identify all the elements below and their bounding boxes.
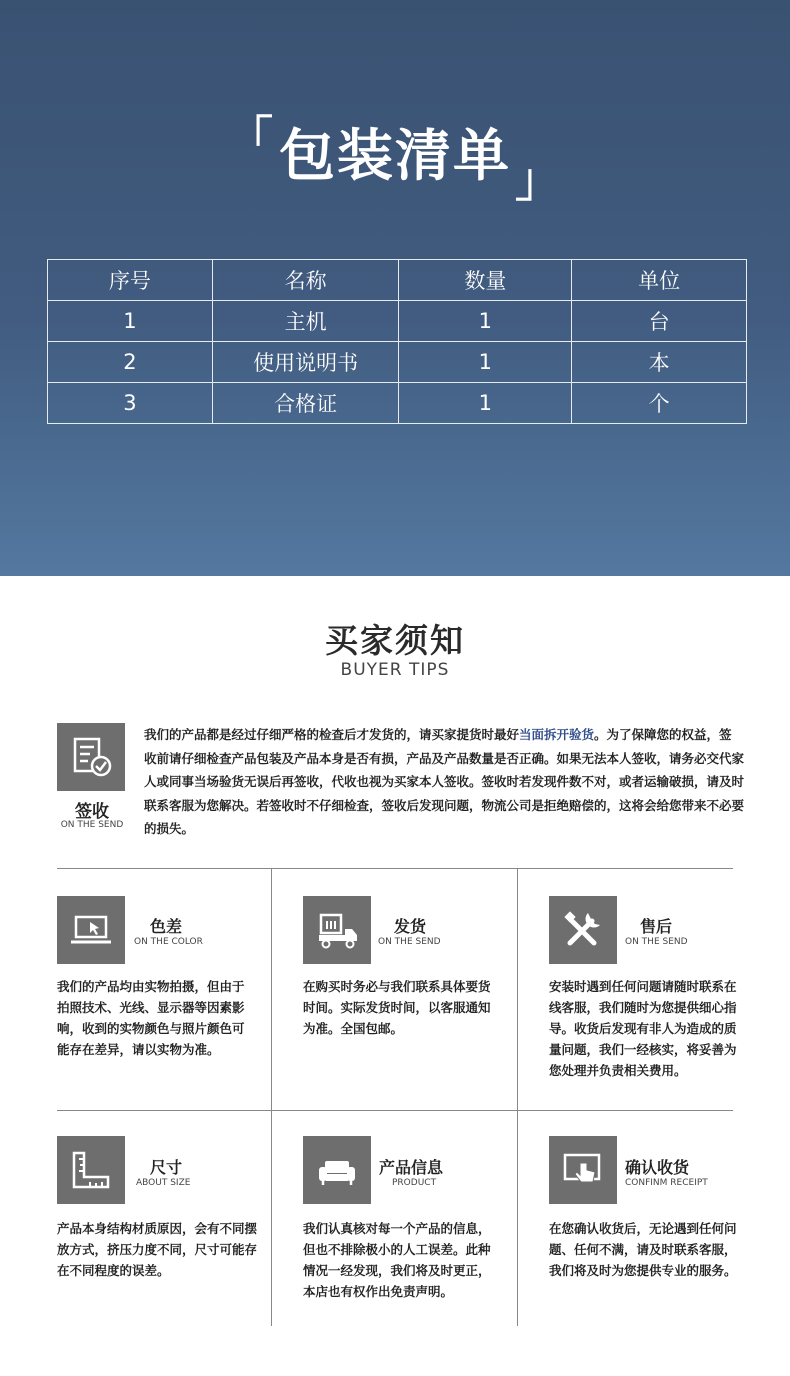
- table-cell: 主机: [212, 301, 399, 342]
- buyer-tips-title: 买家须知: [325, 621, 465, 660]
- packing-list-section: [0, 0, 790, 576]
- packing-list-title-text: 包装清单: [279, 124, 511, 189]
- table-cell: 1: [48, 301, 213, 342]
- table-cell: 台: [572, 301, 747, 342]
- tools-icon: [549, 896, 617, 964]
- table-cell: 个: [572, 383, 747, 424]
- cell-text-after-sales: 安装时遇到任何问题请随时联系在线客服，我们随时为您提供细心指导。收货后发现有非人为造成的质量问题，我们一经核实，将妥善为您处理并负责相关费用。: [549, 979, 737, 1078]
- laptop-icon: [57, 896, 125, 964]
- cell-title-product-info: 产品信息: [379, 1158, 444, 1177]
- touch-screen-icon: [549, 1136, 617, 1204]
- cell-text-confirm-receipt: 在您确认收货后，无论遇到任何问题、任何不满，请及时联系客服，我们将及时为您提供专业的服务。: [549, 1221, 737, 1278]
- table-row: [48, 301, 747, 342]
- cell-title-confirm-receipt: 确认收货: [625, 1158, 690, 1177]
- header-cell-unit: 单位: [572, 260, 747, 301]
- cell-text-product-info: 我们认真核对每一个产品的信息，但也不排除极小的人工误差。此种情况一经发现，我们将及时更正，本店也有权作出免责声明。: [303, 1221, 491, 1299]
- table-cell: 1: [399, 301, 572, 342]
- table-cell: 1: [399, 383, 572, 424]
- sign-title: 签收: [75, 802, 109, 822]
- header-cell-name: 名称: [212, 260, 399, 301]
- sign-subtitle: ON THE SEND: [60, 820, 124, 830]
- cell-title-shipping: 发货: [394, 917, 427, 936]
- table-row: [48, 342, 747, 383]
- truck-icon: [303, 896, 371, 964]
- grid-divider-left: [271, 868, 272, 1326]
- cell-text-size: 产品本身结构材质原因，会有不同摆放方式，挤压力度不同，尺寸可能存在不同程度的误差。: [57, 1221, 258, 1278]
- bracket-right: 」: [515, 153, 563, 207]
- sign-checklist-icon: [57, 723, 125, 791]
- grid-divider-right: [517, 868, 518, 1326]
- cell-subtitle-size: ABOUT SIZE: [136, 1178, 191, 1188]
- sofa-icon: [303, 1136, 371, 1204]
- header-cell-index: 序号: [48, 260, 213, 301]
- header-cell-quantity: 数量: [399, 260, 572, 301]
- sign-text-highlight: 当面拆开验货: [519, 727, 595, 742]
- ruler-icon: [57, 1136, 125, 1204]
- table-cell: 使用说明书: [212, 342, 399, 383]
- cell-subtitle-after-sales: ON THE SEND: [625, 937, 688, 947]
- table-cell: 2: [48, 342, 213, 383]
- buyer-tips-subtitle: BUYER TIPS: [340, 660, 450, 680]
- sign-text-after: 。为了保障您的权益，签收前请仔细检查产品包装及产品本身是否有损，产品及产品数量是否正确。如果无法本人签收，请务必交代家人或同事当场验货无误后再签收，代收也视为买家本人签收。签收时若发现件数不对，或者运输破损，请及时联系客服为您解决。若签收时不仔细检查，签收后发现问题，物流公司是拒绝赔偿的，这将会给您带来不必要的损失。: [144, 727, 745, 836]
- sign-text: [144, 723, 744, 841]
- cell-subtitle-product-info: PRODUCT: [392, 1178, 437, 1188]
- cell-subtitle-color: ON THE COLOR: [134, 937, 203, 947]
- packing-list-table: [47, 259, 747, 424]
- grid-divider-middle: [57, 1110, 733, 1111]
- table-cell: 3: [48, 383, 213, 424]
- table-cell: 合格证: [212, 383, 399, 424]
- cell-subtitle-confirm-receipt: CONFINM RECEIPT: [625, 1178, 708, 1188]
- cell-title-size: 尺寸: [150, 1158, 183, 1177]
- sign-text-before: 我们的产品都是经过仔细严格的检查后才发货的，请买家提货时最好: [144, 727, 520, 742]
- table-cell: 本: [572, 342, 747, 383]
- cell-title-color: 色差: [150, 917, 183, 936]
- cell-text-shipping: 在购买时务必与我们联系具体要货时间。实际发货时间，以客服通知为准。全国包邮。: [303, 979, 491, 1036]
- table-cell: 1: [399, 342, 572, 383]
- packing-list-title: [0, 111, 790, 207]
- cell-subtitle-shipping: ON THE SEND: [378, 937, 441, 947]
- grid-divider-top: [57, 868, 733, 869]
- cell-text-color: 我们的产品均由实物拍摄，但由于拍照技术、光线、显示器等因素影响，收到的实物颜色与照片颜色可能存在差异，请以实物为准。: [57, 979, 245, 1057]
- bracket-left: 「: [227, 111, 275, 165]
- cell-title-after-sales: 售后: [640, 917, 673, 936]
- table-header-row: [48, 260, 747, 301]
- table-row: [48, 383, 747, 424]
